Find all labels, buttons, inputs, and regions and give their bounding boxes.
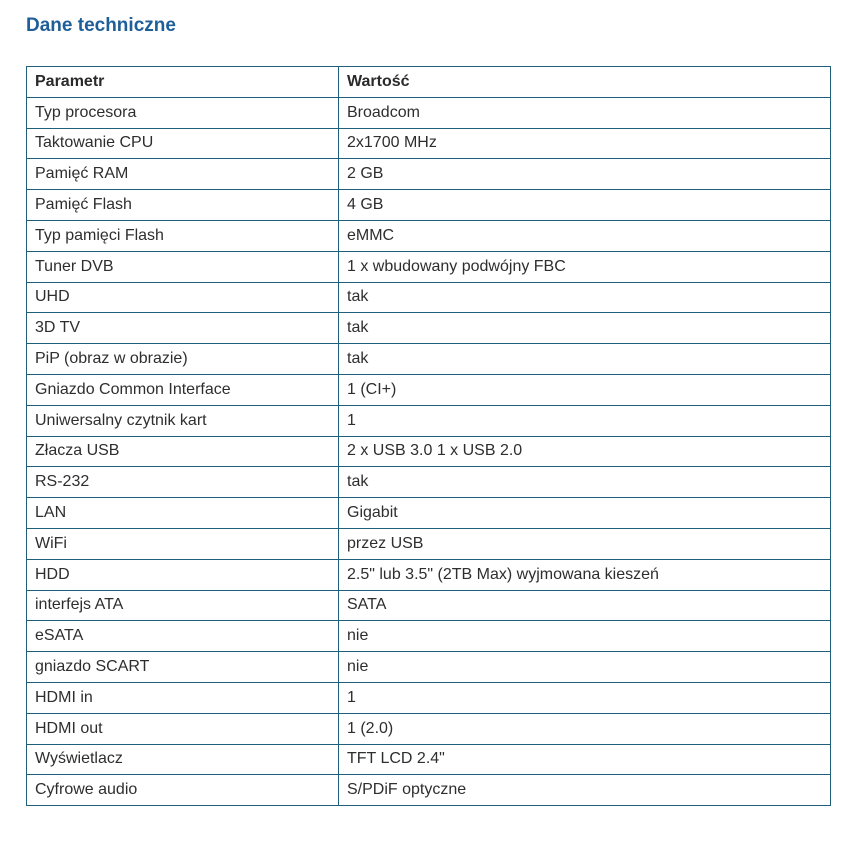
table-row [27, 713, 831, 744]
parameter-cell: Pamięć Flash [27, 190, 339, 221]
parameter-cell: Taktowanie CPU [27, 128, 339, 159]
parameter-cell: Typ pamięci Flash [27, 220, 339, 251]
value-cell: 2.5" lub 3.5" (2TB Max) wyjmowana kieszeń [339, 559, 831, 590]
table-row [27, 128, 831, 159]
table-row [27, 159, 831, 190]
parameter-cell: HDD [27, 559, 339, 590]
table-row [27, 652, 831, 683]
table-row [27, 251, 831, 282]
parameter-cell: RS-232 [27, 467, 339, 498]
value-cell: TFT LCD 2.4" [339, 744, 831, 775]
table-row [27, 97, 831, 128]
parameter-cell: eSATA [27, 621, 339, 652]
parameter-cell: WiFi [27, 528, 339, 559]
table-row [27, 344, 831, 375]
value-cell: 1 (CI+) [339, 374, 831, 405]
parameter-cell: Pamięć RAM [27, 159, 339, 190]
value-cell: tak [339, 467, 831, 498]
value-cell: Gigabit [339, 498, 831, 529]
section-title: Dane techniczne [26, 15, 176, 36]
table-row [27, 374, 831, 405]
parameter-cell: Cyfrowe audio [27, 775, 339, 806]
value-cell: 2x1700 MHz [339, 128, 831, 159]
parameter-cell: PiP (obraz w obrazie) [27, 344, 339, 375]
value-cell: tak [339, 313, 831, 344]
parameter-cell: HDMI in [27, 682, 339, 713]
parameter-cell: Gniazdo Common Interface [27, 374, 339, 405]
value-cell: nie [339, 652, 831, 683]
value-cell: 1 [339, 682, 831, 713]
value-cell: 1 x wbudowany podwójny FBC [339, 251, 831, 282]
column-header-parameter: Parametr [27, 67, 339, 98]
table-row [27, 744, 831, 775]
value-cell: eMMC [339, 220, 831, 251]
value-cell: 2 x USB 3.0 1 x USB 2.0 [339, 436, 831, 467]
table-row [27, 405, 831, 436]
parameter-cell: 3D TV [27, 313, 339, 344]
parameter-cell: Złacza USB [27, 436, 339, 467]
parameter-cell: Uniwersalny czytnik kart [27, 405, 339, 436]
value-cell: 1 [339, 405, 831, 436]
value-cell: 2 GB [339, 159, 831, 190]
value-cell: SATA [339, 590, 831, 621]
parameter-cell: interfejs ATA [27, 590, 339, 621]
table-row [27, 313, 831, 344]
value-cell: tak [339, 344, 831, 375]
value-cell: 4 GB [339, 190, 831, 221]
parameter-cell: Wyświetlacz [27, 744, 339, 775]
value-cell: 1 (2.0) [339, 713, 831, 744]
table-row [27, 467, 831, 498]
value-cell: przez USB [339, 528, 831, 559]
value-cell: S/PDiF optyczne [339, 775, 831, 806]
spec-table [26, 66, 831, 806]
table-row [27, 220, 831, 251]
parameter-cell: LAN [27, 498, 339, 529]
table-row [27, 436, 831, 467]
column-header-value: Wartość [339, 67, 831, 98]
table-row [27, 682, 831, 713]
table-row [27, 282, 831, 313]
table-row [27, 559, 831, 590]
parameter-cell: Tuner DVB [27, 251, 339, 282]
parameter-cell: gniazdo SCART [27, 652, 339, 683]
value-cell: nie [339, 621, 831, 652]
table-row [27, 498, 831, 529]
value-cell: Broadcom [339, 97, 831, 128]
table-header-row [27, 67, 831, 98]
table-body [27, 97, 831, 805]
value-cell: tak [339, 282, 831, 313]
parameter-cell: HDMI out [27, 713, 339, 744]
table-row [27, 190, 831, 221]
table-row [27, 590, 831, 621]
parameter-cell: Typ procesora [27, 97, 339, 128]
table-row [27, 528, 831, 559]
parameter-cell: UHD [27, 282, 339, 313]
table-row [27, 621, 831, 652]
table-row [27, 775, 831, 806]
